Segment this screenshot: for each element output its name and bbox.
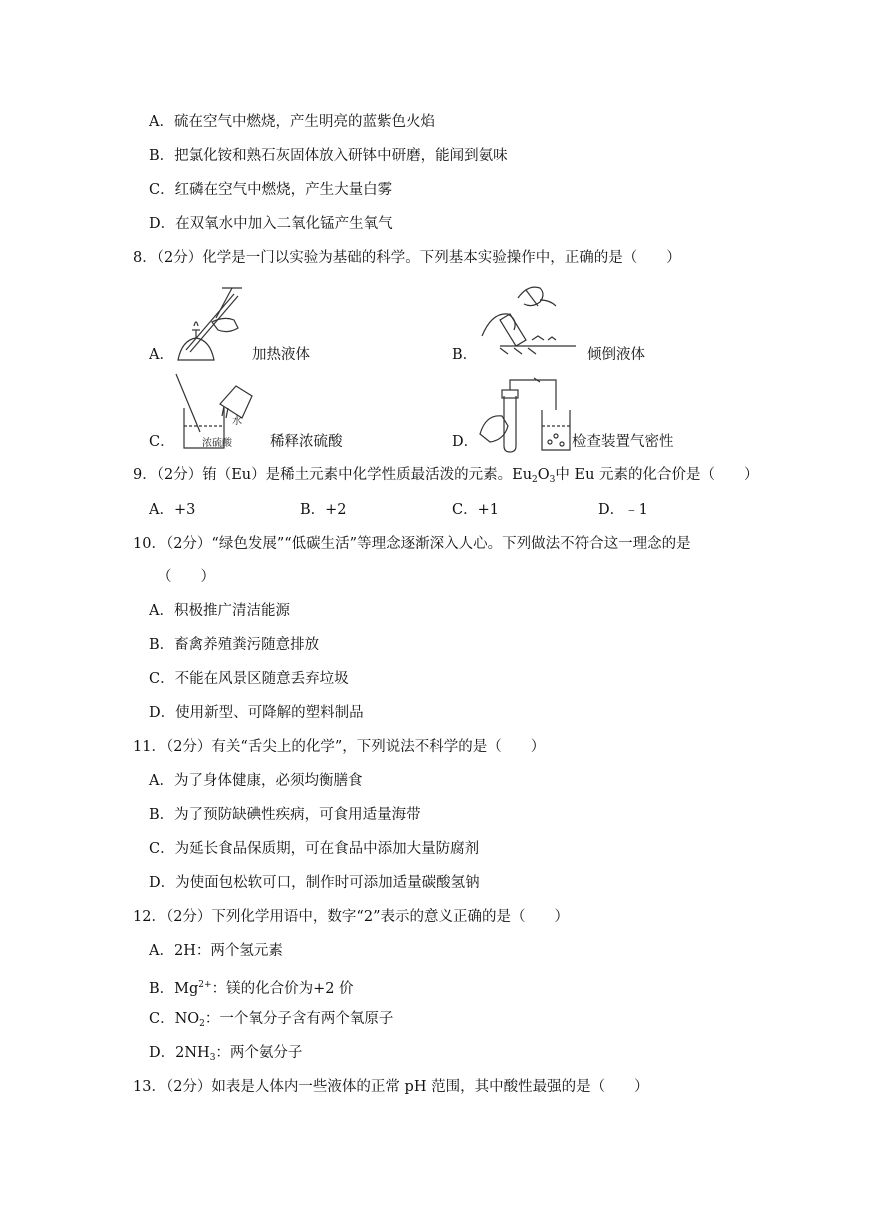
- q12-option-c: C．$NO_2$：一个氧分子含有两个氧原子: [149, 1011, 394, 1029]
- q9-option-a: A．+3: [149, 502, 196, 518]
- q10-option-a: A．积极推广清洁能源: [149, 603, 290, 619]
- q11-option-a: A．为了身体健康，必须均衡膳食: [149, 773, 363, 789]
- q7-option-b: B．把氯化铵和熟石灰固体放入研钵中研磨，能闻到氨味: [149, 148, 508, 164]
- q11-option-d: D．为使面包松软可口，制作时可添加适量碳酸氢钠: [149, 875, 480, 891]
- q8-option-c-letter: C．: [149, 434, 175, 450]
- q10-answer-blank: （ ）: [157, 569, 215, 585]
- q12-stem: 12．（2分）下列化学用语中，数字“2”表示的意义正确的是（ ）: [133, 909, 569, 925]
- q10-option-d: D．使用新型、可降解的塑料制品: [149, 705, 364, 721]
- q10-stem: 10．（2分）“绿色发展”“低碳生活”等理念逐渐深入人心。下列做法不符合这一理念的是: [133, 536, 691, 552]
- q11-option-c: C．为延长食品保质期，可在食品中添加大量防腐剂: [149, 841, 480, 857]
- acid-label: 浓硫酸: [202, 438, 232, 449]
- q8-option-b-letter: B．: [452, 347, 478, 363]
- q9-option-b: B．+2: [300, 502, 347, 518]
- q8-option-a-label: 加热液体: [252, 347, 310, 363]
- q9-stem: 9．（2分）铕（Eu）是稀土元素中化学性质最活泼的元素。$Eu_2O_3$中 Eu 元素的化合价是（ ）: [133, 467, 759, 485]
- pouring-liquid-figure: [478, 276, 578, 356]
- q12-option-a: A．2H：两个氢元素: [149, 943, 283, 959]
- diluting-acid-figure: [172, 372, 264, 454]
- q10-option-c: C．不能在风景区随意丢弃垃圾: [149, 671, 349, 687]
- heating-liquid-figure: [172, 282, 252, 362]
- q8-option-b-label: 倾倒液体: [587, 347, 645, 363]
- q8-option-d-letter: D．: [452, 434, 479, 450]
- water-label: 水: [232, 416, 242, 427]
- airtightness-check-figure: [470, 374, 572, 456]
- q8-option-d-label: 检查装置气密性: [572, 434, 674, 450]
- q8-stem: 8．（2分）化学是一门以实验为基础的科学。下列基本实验操作中，正确的是（ ）: [133, 250, 681, 266]
- q9-option-d: D．﹣1: [598, 502, 648, 518]
- q8-option-a-letter: A．: [149, 347, 174, 363]
- q7-option-a: A．硫在空气中燃烧，产生明亮的蓝紫色火焰: [149, 114, 435, 130]
- q8-option-c-label: 稀释浓硫酸: [270, 434, 343, 450]
- q12-option-d: D．$2NH_3$：两个氨分子: [149, 1045, 303, 1063]
- q9-option-c: C．+1: [452, 502, 499, 518]
- q13-stem: 13．（2分）如表是人体内一些液体的正常 pH 范围，其中酸性最强的是（ ）: [133, 1079, 649, 1095]
- q7-option-d: D．在双氧水中加入二氧化锰产生氧气: [149, 216, 393, 232]
- q11-option-b: B．为了预防缺碘性疾病，可食用适量海带: [149, 807, 421, 823]
- q12-option-b: B．$Mg^{2+}$：镁的化合价为+2 价: [149, 980, 354, 997]
- q10-option-b: B．畜禽养殖粪污随意排放: [149, 637, 320, 653]
- q11-stem: 11．（2分）有关“舌尖上的化学”，下列说法不科学的是（ ）: [133, 739, 546, 755]
- q7-option-c: C．红磷在空气中燃烧，产生大量白雾: [149, 182, 393, 198]
